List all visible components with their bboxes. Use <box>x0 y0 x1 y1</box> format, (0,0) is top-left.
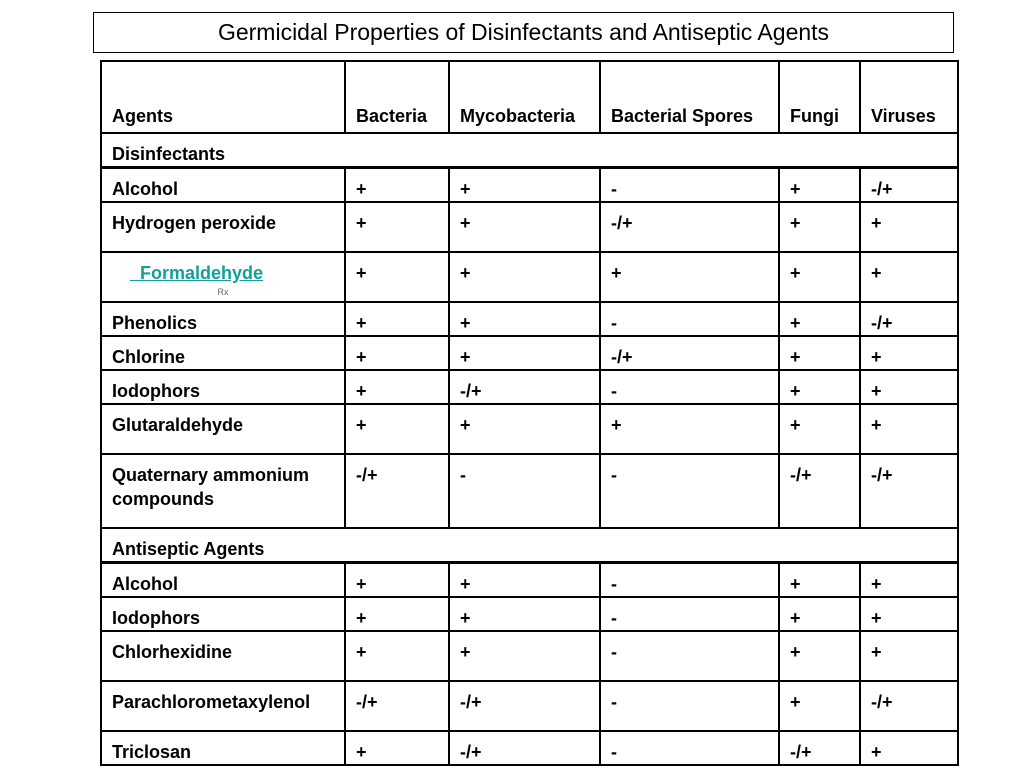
mycobacteria-value: + <box>449 168 600 203</box>
viruses-value: -/+ <box>860 454 958 528</box>
viruses-value: + <box>860 252 958 302</box>
bacterial-spores-value: + <box>600 252 779 302</box>
fungi-value: + <box>779 563 860 598</box>
bacteria-value: + <box>345 302 449 336</box>
bacterial-spores-value: - <box>600 563 779 598</box>
formaldehyde-link[interactable]: Formaldehyde <box>130 263 264 283</box>
bacteria-value: -/+ <box>345 681 449 731</box>
bacterial-spores-value: - <box>600 454 779 528</box>
section-label: Disinfectants <box>101 133 958 168</box>
mycobacteria-value: -/+ <box>449 370 600 404</box>
bacterial-spores-value: - <box>600 731 779 765</box>
table-row <box>101 252 958 302</box>
section-row-antiseptics <box>101 528 958 563</box>
mycobacteria-value: + <box>449 202 600 252</box>
agent-name: Iodophors <box>101 370 345 404</box>
bacterial-spores-value: -/+ <box>600 336 779 370</box>
bacteria-value: + <box>345 168 449 203</box>
agent-name: Alcohol <box>101 168 345 203</box>
fungi-value: + <box>779 370 860 404</box>
agent-name: Phenolics <box>101 302 345 336</box>
section-row-disinfectants <box>101 133 958 168</box>
viruses-value: -/+ <box>860 302 958 336</box>
viruses-value: -/+ <box>860 168 958 203</box>
fungi-value: + <box>779 597 860 631</box>
germicidal-properties-table <box>100 60 959 766</box>
mycobacteria-value: - <box>449 454 600 528</box>
table-row <box>101 302 958 336</box>
slide-title: Germicidal Properties of Disinfectants and Antiseptic Agents <box>93 12 954 53</box>
bacteria-value: + <box>345 597 449 631</box>
mycobacteria-value: + <box>449 563 600 598</box>
bacteria-value: + <box>345 370 449 404</box>
agent-name: Quaternary ammonium compounds <box>101 454 345 528</box>
mycobacteria-value: + <box>449 252 600 302</box>
bacterial-spores-value: - <box>600 631 779 681</box>
rx-note: Rx <box>217 287 229 297</box>
mycobacteria-value: + <box>449 302 600 336</box>
bacteria-value: -/+ <box>345 454 449 528</box>
section-label: Antiseptic Agents <box>101 528 958 563</box>
mycobacteria-value: -/+ <box>449 731 600 765</box>
viruses-value: + <box>860 631 958 681</box>
fungi-value: + <box>779 252 860 302</box>
mycobacteria-value: + <box>449 404 600 454</box>
agent-name: Iodophors <box>101 597 345 631</box>
table-row <box>101 202 958 252</box>
bacteria-value: + <box>345 404 449 454</box>
table-row <box>101 336 958 370</box>
bacteria-value: + <box>345 631 449 681</box>
agent-name: Glutaraldehyde <box>101 404 345 454</box>
fungi-value: + <box>779 302 860 336</box>
fungi-value: + <box>779 681 860 731</box>
viruses-value: + <box>860 336 958 370</box>
bacteria-value: + <box>345 731 449 765</box>
viruses-value: + <box>860 597 958 631</box>
viruses-value: -/+ <box>860 681 958 731</box>
fungi-value: -/+ <box>779 454 860 528</box>
mycobacteria-value: + <box>449 631 600 681</box>
header-fungi: Fungi <box>779 61 860 133</box>
fungi-value: + <box>779 168 860 203</box>
table-row <box>101 370 958 404</box>
table-row <box>101 168 958 203</box>
table-row <box>101 597 958 631</box>
mycobacteria-value: + <box>449 597 600 631</box>
table-row <box>101 454 958 528</box>
mycobacteria-value: + <box>449 336 600 370</box>
header-mycobacteria: Mycobacteria <box>449 61 600 133</box>
bacterial-spores-value: - <box>600 168 779 203</box>
table-row <box>101 681 958 731</box>
fungi-value: + <box>779 202 860 252</box>
viruses-value: + <box>860 370 958 404</box>
agent-name: Triclosan <box>101 731 345 765</box>
table-row <box>101 404 958 454</box>
bacterial-spores-value: - <box>600 302 779 336</box>
bacterial-spores-value: - <box>600 681 779 731</box>
header-row <box>101 61 958 133</box>
table-row <box>101 563 958 598</box>
header-bacteria: Bacteria <box>345 61 449 133</box>
viruses-value: + <box>860 731 958 765</box>
viruses-value: + <box>860 563 958 598</box>
header-agents: Agents <box>101 61 345 133</box>
agent-name: Alcohol <box>101 563 345 598</box>
header-bacterial-spores: Bacterial Spores <box>600 61 779 133</box>
fungi-value: -/+ <box>779 731 860 765</box>
agent-name: Chlorine <box>101 336 345 370</box>
viruses-value: + <box>860 404 958 454</box>
fungi-value: + <box>779 631 860 681</box>
table-row <box>101 631 958 681</box>
bacteria-value: + <box>345 252 449 302</box>
bacterial-spores-value: + <box>600 404 779 454</box>
viruses-value: + <box>860 202 958 252</box>
bacteria-value: + <box>345 563 449 598</box>
bacteria-value: + <box>345 202 449 252</box>
bacterial-spores-value: - <box>600 370 779 404</box>
agent-name-cell <box>101 252 345 302</box>
agent-name: Hydrogen peroxide <box>101 202 345 252</box>
agent-name: Chlorhexidine <box>101 631 345 681</box>
fungi-value: + <box>779 336 860 370</box>
agent-name: Parachlorometaxylenol <box>101 681 345 731</box>
table-row <box>101 731 958 765</box>
header-viruses: Viruses <box>860 61 958 133</box>
bacterial-spores-value: -/+ <box>600 202 779 252</box>
mycobacteria-value: -/+ <box>449 681 600 731</box>
fungi-value: + <box>779 404 860 454</box>
bacteria-value: + <box>345 336 449 370</box>
bacterial-spores-value: - <box>600 597 779 631</box>
